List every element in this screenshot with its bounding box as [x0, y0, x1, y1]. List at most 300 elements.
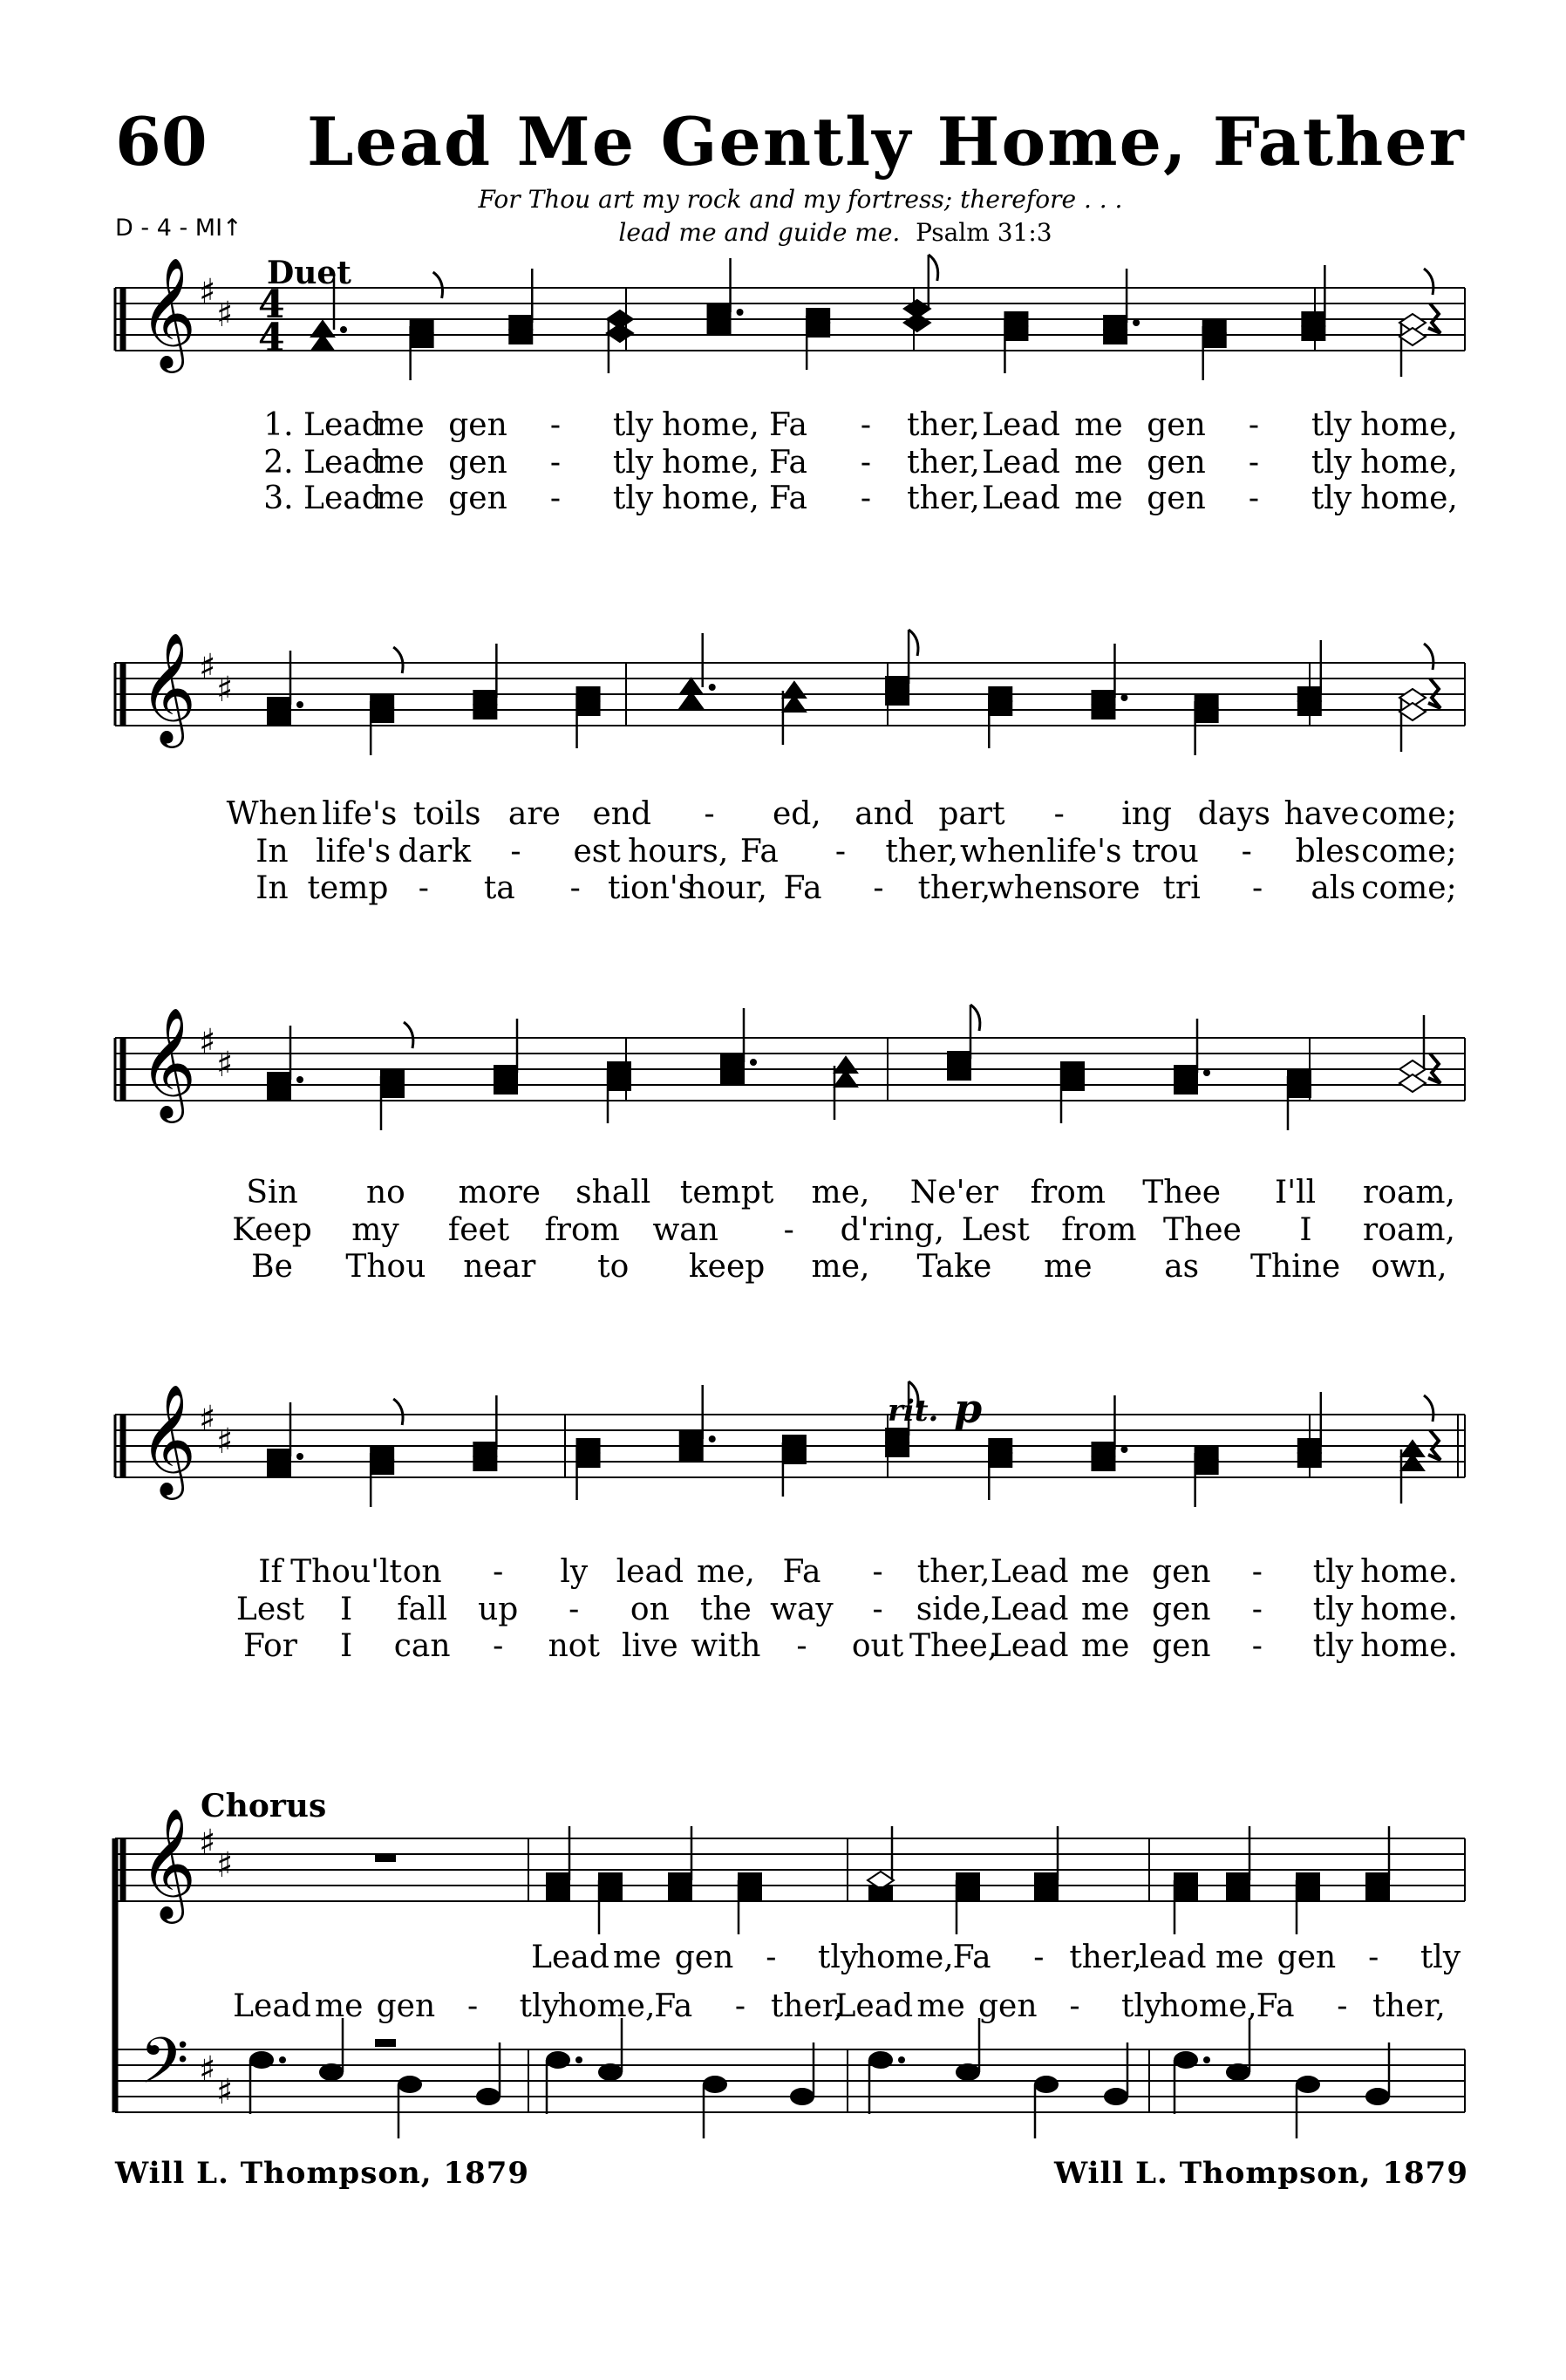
lyric-syllable: out [851, 1628, 904, 1664]
lyric-syllable: not [548, 1628, 600, 1664]
chorus-lower-lyric: Lead [233, 1988, 311, 2024]
chorus-alto-note-head [1297, 1887, 1319, 1901]
melody-note-head [509, 316, 532, 330]
lyric-syllable: 1. Lead [263, 407, 382, 443]
chorus-tenor-note-head [547, 1873, 569, 1887]
lyric-syllable: on [402, 1554, 442, 1590]
harmony-note-head [1104, 330, 1127, 344]
lyric-syllable: Fa [783, 870, 822, 906]
lyric-syllable: when [987, 870, 1073, 906]
epigraph-reference: Psalm 31:3 [916, 218, 1052, 247]
sharp-key-signature-icon: ♯ [216, 295, 234, 335]
harmony-note-head [1302, 326, 1324, 340]
lyric-syllable: come; [1361, 796, 1457, 832]
sharp-key-signature-icon: ♯ [199, 647, 216, 687]
chorus-tenor-note-head [1174, 1873, 1197, 1887]
lyric-syllable: hours, [628, 834, 729, 869]
sharp-key-signature-icon: ♯ [199, 1399, 216, 1439]
harmony-note-head [577, 701, 600, 715]
chorus-lower-lyric: - [1337, 1988, 1348, 2024]
harmony-note-head [1092, 705, 1114, 719]
lyric-syllable: me [376, 407, 425, 443]
lyric-syllable: life's [316, 834, 392, 869]
lyric-syllable: I [339, 1628, 353, 1664]
chorus-upper-lyric: home, [855, 1940, 954, 1975]
chorus-tenor-note-head [739, 1873, 761, 1887]
lyric-syllable: - [549, 407, 562, 443]
lyric-syllable: me [1044, 1249, 1093, 1285]
augmentation-dot [1133, 319, 1140, 326]
treble-clef-icon: 𝄞 [140, 1006, 197, 1118]
chorus-bass-note-head [704, 2077, 726, 2092]
lyric-syllable: ther, [916, 1554, 991, 1590]
lyric-syllable: I [1299, 1212, 1312, 1248]
lyric-syllable: me [1074, 407, 1123, 443]
lyric-syllable: tly [1311, 481, 1352, 516]
lyric-syllable: - [1251, 1592, 1263, 1627]
lyric-syllable: more [458, 1175, 541, 1210]
augmentation-dot [1120, 1446, 1127, 1453]
melody-note-head [1203, 319, 1226, 333]
melody-note-head [1061, 1062, 1084, 1076]
lyric-syllable: In [255, 834, 289, 869]
chorus-upper-lyric: ther, [1069, 1940, 1142, 1975]
augmentation-dot [1120, 694, 1127, 701]
lyric-syllable: end [592, 796, 651, 832]
chorus-alto-note-head [869, 1887, 892, 1901]
chorus-lower-lyric: - [467, 1988, 479, 2024]
chorus-alto-note-head [739, 1887, 761, 1901]
chorus-tenor-note-head [1366, 1873, 1389, 1887]
melody-note-head [708, 305, 731, 319]
sharp-key-signature-icon: ♯ [216, 1845, 234, 1886]
melody-note-head [989, 1439, 1011, 1453]
melody-note-head [1298, 687, 1321, 701]
chorus-alto-note-head [1174, 1887, 1197, 1901]
harmony-note-head [371, 1460, 393, 1474]
harmony-note-head [1174, 1080, 1197, 1094]
chorus-lower-lyric: - [734, 1988, 746, 2024]
lyric-syllable: ther, [907, 445, 980, 481]
lyric-syllable: gen [448, 407, 507, 443]
lyric-syllable: from [544, 1212, 620, 1248]
lyric-syllable: ed, [772, 796, 821, 832]
melody-note-head [381, 1069, 404, 1083]
sharp-key-signature-icon: ♯ [199, 272, 216, 312]
chorus-tenor-note-head [1297, 1873, 1319, 1887]
chorus-bass-note-head [599, 2064, 622, 2080]
time-signature-bottom: 4 [258, 316, 285, 360]
eighth-flag [433, 272, 443, 298]
lyric-syllable: If [258, 1554, 283, 1590]
harmony-note-head [268, 712, 290, 726]
chorus-upper-lyric: tly [817, 1940, 859, 1975]
chorus-bass-note-head [1297, 2077, 1319, 2092]
lyric-syllable: me [1080, 1628, 1130, 1664]
melody-note-head [807, 309, 829, 323]
lyric-syllable: - [510, 834, 521, 869]
lyric-syllable: gen [1147, 481, 1206, 516]
harmony-note-head [494, 1080, 517, 1094]
hymn-title: Lead Me Gently Home, Father [307, 103, 1466, 181]
lyric-syllable: - [796, 1628, 807, 1664]
lyric-syllable: - [860, 481, 872, 516]
melody-note-head [1288, 1069, 1311, 1083]
lyric-syllable: bles [1295, 834, 1361, 869]
chorus-lower-lyric: me [916, 1988, 965, 2024]
lyric-syllable: als [1311, 870, 1356, 906]
harmony-note-head [1195, 708, 1218, 722]
lyric-syllable: Take [916, 1249, 992, 1285]
sharp-key-signature-icon: ♯ [199, 1022, 216, 1062]
augmentation-dot [898, 2056, 905, 2063]
ritardando-mark: rit. [888, 1394, 939, 1429]
melody-note-head [473, 1442, 496, 1456]
lyric-syllable: roam, [1363, 1212, 1455, 1248]
melody-note-head [989, 687, 1011, 701]
lyric-syllable: - [1053, 796, 1065, 832]
lyric-syllable: come; [1361, 834, 1457, 869]
chorus-lower-lyric: tly [1121, 1988, 1162, 2024]
lyric-syllable: ther, [885, 834, 958, 869]
harmony-note-head [1399, 703, 1426, 720]
harmony-note-head [989, 701, 1011, 715]
lyric-syllable: come; [1361, 870, 1457, 906]
augmentation-dot [296, 1076, 303, 1083]
lyric-syllable: live [621, 1628, 678, 1664]
lyric-syllable: - [493, 1628, 504, 1664]
lyric-syllable: - [872, 1592, 883, 1627]
lyric-syllable: tly [612, 407, 654, 443]
chorus-lower-lyric: Fa [1256, 1988, 1295, 2024]
chorus-bass-note-head [869, 2052, 892, 2068]
lyric-syllable: near [463, 1249, 536, 1285]
lyric-syllable: sore [1071, 870, 1140, 906]
lyric-syllable: ther, [917, 870, 991, 906]
harmony-note-head [1203, 333, 1226, 347]
harmony-note-head [371, 708, 393, 722]
chorus-bass-note-head [1366, 2089, 1389, 2104]
chorus-bass-note-head [1105, 2089, 1127, 2104]
harmony-note-head [1399, 328, 1426, 345]
sharp-key-signature-icon: ♯ [199, 2049, 216, 2090]
lyric-syllable: Lead [982, 407, 1060, 443]
hymn-number: 60 [115, 103, 208, 181]
melody-note-head [608, 1062, 630, 1076]
augmentation-dot [296, 701, 303, 708]
lyric-syllable: gen [448, 481, 507, 516]
harmony-note-head [607, 324, 633, 342]
lyric-syllable: me [376, 445, 425, 481]
lyric-syllable: ther, [907, 407, 980, 443]
augmentation-dot [709, 1436, 716, 1442]
augmentation-dot [296, 1453, 303, 1460]
lyric-syllable: have [1283, 796, 1359, 832]
melody-note-head [948, 1052, 970, 1066]
sharp-key-signature-icon: ♯ [216, 1045, 234, 1085]
harmony-note-head [1298, 1453, 1321, 1467]
lyric-syllable: When [226, 796, 318, 832]
chorus-upper-lyric: Fa [952, 1940, 991, 1975]
lyric-syllable: home, [1360, 407, 1458, 443]
harmony-note-head [989, 1453, 1011, 1467]
lyric-syllable: ther, [907, 481, 980, 516]
harmony-note-head [509, 330, 532, 344]
chorus-lower-lyric: tly [519, 1988, 560, 2024]
chorus-alto-note-head [669, 1887, 691, 1901]
lyric-syllable: as [1164, 1249, 1200, 1285]
chorus-tenor-note-head [599, 1873, 622, 1887]
lyric-syllable: In [255, 870, 289, 906]
lyric-syllable: home. [1360, 1628, 1458, 1664]
lyric-syllable: fall [397, 1592, 448, 1627]
chorus-alto-note-head [599, 1887, 622, 1901]
words-credit: Will L. Thompson, 1879 [115, 2156, 530, 2191]
eighth-flag [909, 630, 918, 656]
lyric-syllable: I [339, 1592, 353, 1627]
harmony-note-head [577, 1453, 600, 1467]
augmentation-dot [1203, 2056, 1210, 2063]
chorus-bass-note-head [320, 2064, 343, 2080]
lyric-syllable: Thou [345, 1249, 426, 1285]
melody-note-head [783, 1436, 806, 1449]
chorus-bass-note-head [1174, 2052, 1197, 2068]
lyric-syllable: Lest [961, 1212, 1030, 1248]
lyric-syllable: trou [1132, 834, 1199, 869]
lyric-syllable: tly [612, 445, 654, 481]
lyric-syllable: own, [1371, 1249, 1447, 1285]
lyric-syllable: the [699, 1592, 752, 1627]
lyric-syllable: my [351, 1212, 399, 1248]
lyric-syllable: tly [1311, 445, 1352, 481]
augmentation-dot [1203, 1069, 1210, 1076]
chorus-upper-lyric: - [1368, 1940, 1379, 1975]
harmony-note-head [268, 1463, 290, 1477]
lyric-syllable: home, [1360, 445, 1458, 481]
chorus-upper-lyric: Lead [531, 1940, 609, 1975]
chorus-bass-note-head [398, 2077, 421, 2092]
bass-clef-icon: 𝄢 [140, 2023, 189, 2113]
lyric-syllable: tly [1312, 1554, 1354, 1590]
treble-clef-icon: 𝄞 [140, 256, 197, 368]
lyric-syllable: I'll [1275, 1175, 1317, 1210]
lyric-syllable: For [243, 1628, 297, 1664]
lyric-syllable: to [597, 1249, 630, 1285]
lyric-syllable: - [1248, 407, 1260, 443]
lyric-syllable: d'ring, [840, 1212, 944, 1248]
melody-note-head [1298, 1439, 1321, 1453]
lyric-syllable: - [549, 481, 562, 516]
melody-note-head [886, 677, 909, 691]
chorus-tenor-note-head [1227, 1873, 1249, 1887]
lyric-syllable: me, [696, 1554, 755, 1590]
harmony-note-head [1298, 701, 1321, 715]
lyric-syllable: gen [1147, 445, 1206, 481]
chorus-lower-lyric: ther, [1372, 1988, 1446, 2024]
music-credit: Will L. Thompson, 1879 [1053, 2156, 1468, 2191]
harmony-note-head [381, 1083, 404, 1097]
melody-note-head [1104, 316, 1127, 330]
lyric-syllable: when [960, 834, 1046, 869]
sharp-key-signature-icon: ♯ [216, 670, 234, 710]
chorus-upper-lyric: lead [1139, 1940, 1207, 1975]
chorus-lower-lyric: home, [557, 1988, 656, 2024]
epigraph-line-1: For Thou art my rock and my fortress; therefore . . . [478, 185, 1123, 214]
augmentation-dot [737, 309, 744, 316]
chorus-bass-note-head [957, 2064, 979, 2080]
lyric-syllable: Fa [769, 445, 807, 481]
sharp-key-signature-icon: ♯ [216, 1422, 234, 1462]
harmony-note-head [904, 314, 930, 331]
lyric-syllable: shall [575, 1175, 651, 1210]
chorus-alto-note-head [1227, 1887, 1249, 1901]
lyric-syllable: tly [612, 481, 654, 516]
lyric-syllable: Lead [982, 481, 1060, 516]
lyric-syllable: and [854, 796, 914, 832]
chorus-bass-note-head [1035, 2077, 1058, 2092]
eighth-flag [1424, 1395, 1433, 1422]
whole-rest [375, 2039, 396, 2047]
lyric-syllable: ta [483, 870, 515, 906]
harmony-note-head [680, 1446, 703, 1460]
chorus-upper-lyric: - [766, 1940, 777, 1975]
lyric-syllable: part [938, 796, 1005, 832]
harmony-note-head [886, 691, 909, 705]
lyric-syllable: home. [1360, 1592, 1458, 1627]
lyric-syllable: Thou'lt [290, 1554, 403, 1590]
lyric-syllable: temp [307, 870, 389, 906]
chorus-bass-note-head [1227, 2064, 1249, 2080]
melody-note-head [371, 1446, 393, 1460]
lyric-syllable: Lead [982, 445, 1060, 481]
eighth-flag [970, 1005, 980, 1031]
lyric-syllable: lead [616, 1554, 684, 1590]
chorus-bass-note-head [791, 2089, 814, 2104]
lyric-syllable: keep [688, 1249, 766, 1285]
melody-note-head [680, 1432, 703, 1446]
lyric-syllable: tri [1162, 870, 1201, 906]
lyric-syllable: Lest [235, 1592, 305, 1627]
lyric-syllable: me, [811, 1175, 870, 1210]
time-signature-top: 4 [258, 283, 285, 327]
eighth-flag [404, 1022, 413, 1048]
harmony-note-head [1288, 1083, 1311, 1097]
lyric-syllable: gen [1147, 407, 1206, 443]
lyric-syllable: no [365, 1175, 405, 1210]
lyric-syllable: - [1241, 834, 1252, 869]
melody-note-head [268, 1449, 290, 1463]
harmony-note-head [1004, 326, 1027, 340]
lyric-syllable: - [860, 407, 872, 443]
lyric-syllable: tly [1312, 1628, 1354, 1664]
lyric-syllable: wan [652, 1212, 718, 1248]
chorus-lower-lyric: Fa [654, 1988, 693, 2024]
lyric-syllable: me [376, 481, 425, 516]
chorus-lower-lyric: ther, [770, 1988, 844, 2024]
harmony-note-head [268, 1087, 290, 1101]
lyric-syllable: Thine [1249, 1249, 1341, 1285]
chorus-alto-note-head [1366, 1887, 1389, 1901]
lyric-syllable: Thee, [909, 1628, 998, 1664]
lyric-syllable: - [569, 870, 581, 906]
harmony-note-head [807, 323, 829, 337]
eighth-flag [909, 1381, 918, 1408]
lyric-syllable: Fa [769, 407, 807, 443]
lyric-syllable: - [569, 1592, 580, 1627]
melody-note-head [577, 1439, 600, 1453]
lyric-syllable: roam, [1363, 1175, 1455, 1210]
lyric-syllable: - [873, 870, 884, 906]
lyric-syllable: can [393, 1628, 451, 1664]
lyric-syllable: home. [1360, 1554, 1458, 1590]
chorus-upper-lyric: - [1033, 1940, 1045, 1975]
melody-note-head [411, 319, 433, 333]
lyric-syllable: - [834, 834, 847, 869]
treble-clef-icon: 𝄞 [140, 631, 197, 743]
chorus-tenor-note-head [669, 1873, 691, 1887]
lyric-syllable: gen [1152, 1628, 1211, 1664]
lyric-syllable: - [704, 796, 715, 832]
lyric-syllable: me, [811, 1249, 870, 1285]
chorus-alto-note-head [957, 1887, 979, 1901]
lyric-syllable: ly [560, 1554, 589, 1590]
melody-note-head [1195, 1446, 1218, 1460]
melody-note-head [721, 1055, 744, 1069]
lyric-syllable: life's [1046, 834, 1122, 869]
lyric-syllable: 3. Lead [263, 481, 382, 516]
lyric-syllable: days [1197, 796, 1271, 832]
lyric-syllable: me [1074, 481, 1123, 516]
lyric-syllable: Lead [990, 1592, 1069, 1627]
lyric-syllable: tly [1312, 1592, 1354, 1627]
piano-dynamic-mark: p [954, 1385, 983, 1432]
chorus-lower-lyric: home, [1160, 1988, 1257, 2024]
lyric-syllable: gen [448, 445, 507, 481]
harmony-note-head [948, 1066, 970, 1080]
eighth-flag [1424, 269, 1433, 295]
augmentation-dot [709, 684, 716, 691]
harmony-note-head [473, 1456, 496, 1470]
sharp-key-signature-icon: ♯ [199, 1823, 216, 1863]
harmony-note-head [1195, 1460, 1218, 1474]
lyric-syllable: home, [662, 481, 759, 516]
augmentation-dot [340, 326, 347, 333]
duet-label: Duet [267, 255, 351, 291]
melody-note-head [1092, 691, 1114, 705]
lyric-syllable: Lead [990, 1554, 1069, 1590]
treble-clef-icon: 𝄞 [140, 1807, 197, 1919]
lyric-syllable: - [783, 1212, 794, 1248]
lyric-syllable: side, [916, 1592, 991, 1627]
lyric-syllable: - [1248, 445, 1260, 481]
lyric-syllable: Thee [1163, 1212, 1242, 1248]
melody-note-head [494, 1066, 517, 1080]
lyric-syllable: - [549, 445, 562, 481]
lyric-syllable: Fa [782, 1554, 821, 1590]
harmony-note-head [473, 705, 496, 719]
lyric-syllable: home, [662, 445, 759, 481]
chorus-bass-note-head [250, 2052, 273, 2068]
chorus-alto-note-head [1035, 1887, 1058, 1901]
harmony-note-head [608, 1076, 630, 1090]
lyric-syllable: Thee [1142, 1175, 1222, 1210]
melody-note-head [886, 1429, 909, 1442]
chorus-label: Chorus [201, 1788, 327, 1824]
lyric-syllable: tempt [679, 1175, 774, 1210]
melody-note-head [1174, 1066, 1197, 1080]
lyric-syllable: Fa [769, 481, 807, 516]
chorus-lower-lyric: gen [977, 1988, 1038, 2024]
